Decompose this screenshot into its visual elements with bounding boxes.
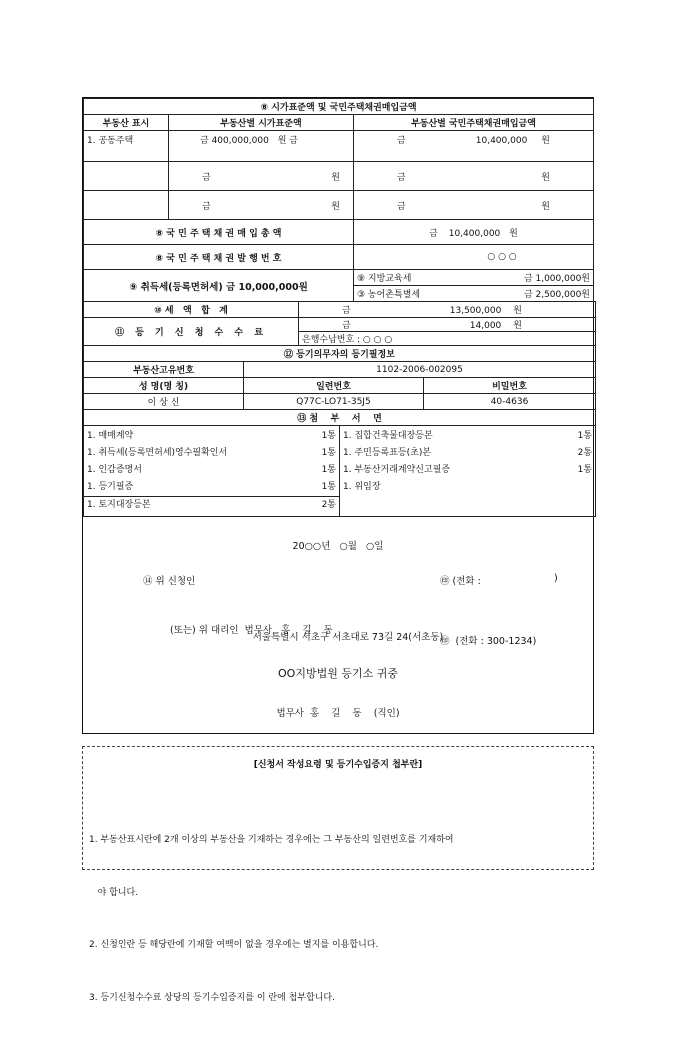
password-label: 비밀번호 [424,378,596,394]
rural-tax-label: ③ 농어촌특별세 [354,286,496,302]
instructions-list [89,797,454,1042]
password-value: 40-4636 [424,394,596,410]
bond-no-label: ⑧ 국 민 주 택 채 권 발 행 번 호 [84,245,354,270]
instruction-item: 1. 부동산표시란에 2개 이상의 부동산을 기재하는 경우에는 그 부동산의 일련번호를 기재하여 [89,835,454,845]
unique-number-label: 부동산고유번호 [84,362,244,378]
tax-total-value: 금 13,500,000 원 [299,302,596,318]
attachments-right: 1. 집합건축물대장등본 1통 1. 주민등록표등(초)본 2통 1. 부동산거래계약신고필증 1통 1. 위임장 [340,426,596,517]
agent-address: 서울특별시 서초구 서초대로 73길 24(서초동) [252,632,444,643]
col-std-price: 부동산별 시가표준액 [169,115,354,131]
acquisition-tax-label: ⑨ 취득세(등록면허세) 금 10,000,000원 [84,270,354,302]
serial-value: Q77C-LO71-35J5 [244,394,424,410]
fee-label: ⑪ 등 기 신 청 수 수 료 [84,318,299,346]
name-label: 성 명(명 칭) [84,378,244,394]
col-bond: 부동산별 국민주택채권매입금액 [354,115,594,131]
row3-property [84,191,169,220]
row1-price: 금 400,000,000 원 금 [169,131,354,162]
row1-bond: 금 10,400,000 원 [354,131,594,162]
price-bond-table [83,98,594,302]
bank-receipt-number: 은행수납번호 : ○ ○ ○ [299,332,596,346]
obligor-table [83,345,596,410]
attachments-title: ⑬ 첨 부 서 면 [84,410,596,426]
bond-no-value: ○ ○ ○ [354,245,594,270]
row3-price: 금 원 [169,191,354,220]
row3-bond: 금 원 [354,191,594,220]
attachments-table [83,409,596,517]
row2-bond: 금 원 [354,162,594,191]
bond-total-value: 금 10,400,000 원 [354,220,594,245]
rural-tax-value: 금 2,500,000원 [496,286,594,302]
edu-tax-label: ⑨ 지방교육세 [354,270,496,286]
attachments-left: 1. 매매계약 1통 1. 취득세(등록면허세)영수필확인서 1통 1. 인감증명서 1통 1. 등기필증 1통 1. 토지대장등본 2통 [84,426,340,517]
application-form: ⑧ 시가표준액 및 국민주택채권매입금액 부동산 표시 부동산별 시가표준액 부동산별 국민주택채권매입금액 1. 공동주택 금 400,000,000 원 금 금 10,400,000 원 금 원 금 원 금 원 금 원 ⑧ 국 민 주 택 채 권 매 입 총 액 금 10,400,000 원 ⑧ 국 민 주 택 채 권 발 행 번 호 ○ ○ ○ ⑨ 취득세(등록면허세) 금 10,000,000원 ⑨ 지방교육세 금 1,000,000원 ③ 농어촌특별세 금 2,500,000원 ⑩ 세 액 합 계 금 13,500,000 원 ⑪ 등 기 신 청 수 수 료 금 14,000 원 은행수납번호 : ○ ○ ○ ⑫ 등기의무자의 등기필정보 부동산고유번호 1102-2006-002095 성 명(명 칭) 일련번호 비밀번호 이 상 신 Q77C-LO71-35J5 40-4636 ⑬ 첨 부 서 면 1. 매매계약 1통 1. 취득세(등록면허세)영수필확인서 1통 1. 인감증명서 1통 1. 등기필증 1통 1. 토지대장등본 2통 1. 집합건축물대장등본 1통 1. 주민등록표등(초)본 2통 1. 부동산거래계약신고필증 1통 1. 위임장 20○○년 ○월 ○일 ⑭ 위 신청인 ㊞ (전화 : ) (또는) 위 대리인 법무사 홍 길 동 ㊞ (전화 : 300-1234) 서울특별시 서초구 서초대로 73길 24(서초동) OO지방법원 등기소 귀중 법무사 홍 길 동 (직인) [82,97,594,734]
application-date: 20○○년 ○월 ○일 [292,541,384,552]
obligor-title: ⑫ 등기의무자의 등기필정보 [84,346,596,362]
row2-property [84,162,169,191]
court-name: OO지방법원 등기소 귀중 [278,667,398,680]
row1-property: 1. 공동주택 [84,131,169,162]
instruction-item: 2. 신청인란 등 해당란에 기재할 여백이 없을 경우에는 별지를 이용합니다. [89,940,379,950]
instruction-item: 야 합니다. [89,887,139,898]
unique-number-value: 1102-2006-002095 [244,362,596,378]
section8-title: ⑧ 시가표준액 및 국민주택채권매입금액 [84,99,594,115]
instruction-item: 3. 등기신청수수료 상당의 등기수입증지를 이 란에 첩부합니다. [89,992,335,1003]
tax-total-label: ⑩ 세 액 합 계 [84,302,299,318]
bond-total-label: ⑧ 국 민 주 택 채 권 매 입 총 액 [84,220,354,245]
row2-price: 금 원 [169,162,354,191]
fee-value: 금 14,000 원 [299,318,596,332]
instructions-box [82,746,594,1003]
col-property: 부동산 표시 [84,115,169,131]
instructions-title: [신청서 작성요령 및 등기수입증지 첩부란] [253,760,423,770]
lawyer-line: 법무사 홍 길 동 (직인) [276,708,400,719]
serial-label: 일련번호 [244,378,424,394]
agent-line: (또는) 위 대리인 법무사 홍 길 동 ㊞ (전화 : 300-1234) [170,625,537,647]
edu-tax-value: 금 1,000,000원 [496,270,594,286]
tax-total-table [83,301,596,346]
name-value: 이 상 신 [84,394,244,410]
